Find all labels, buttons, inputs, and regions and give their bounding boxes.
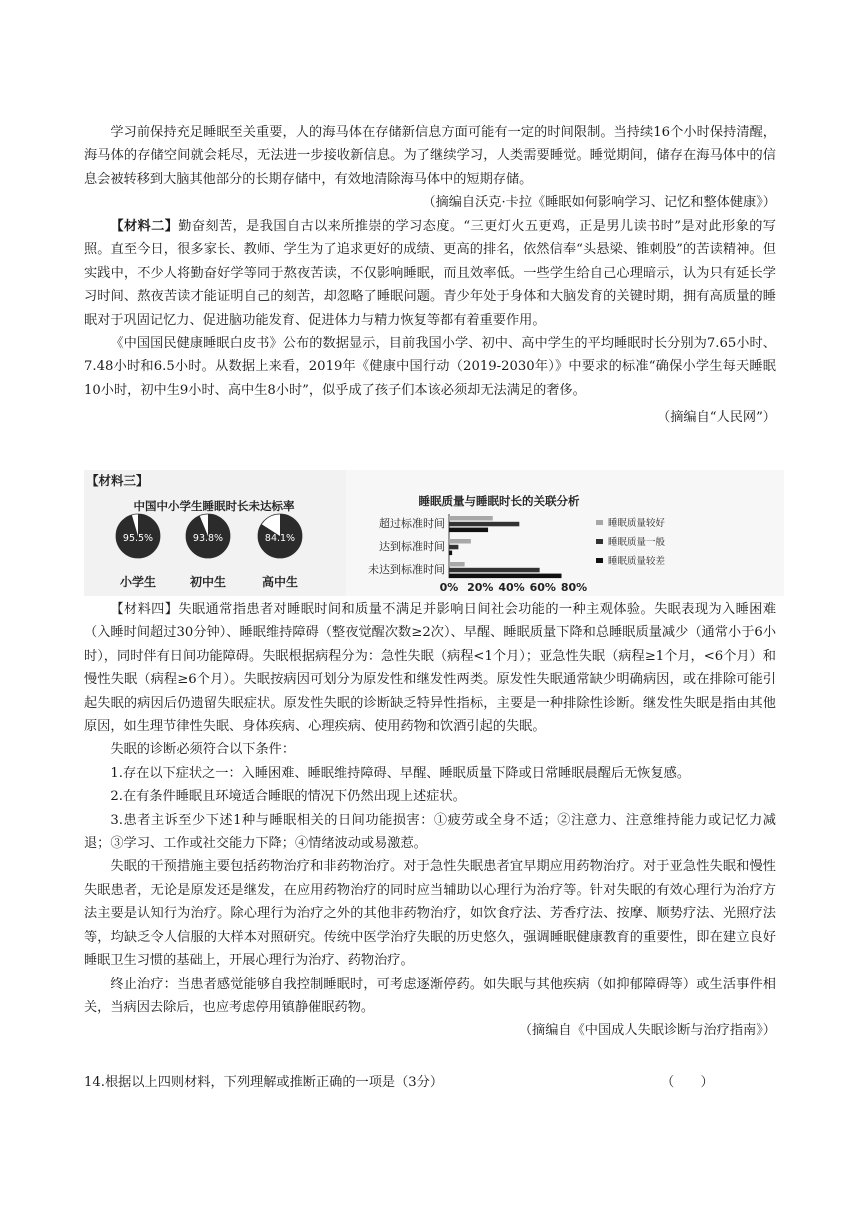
material2-label: 【材料二】 — [110, 219, 179, 234]
pie-group — [116, 514, 302, 589]
legend-label-0: 睡眠质量较好 — [608, 518, 666, 529]
material4-paragraph-1-text: 失眠通常指患者对睡眠时间和质量不满足并影响日间社会功能的一种主观体验。失眠表现为入睡困难（入睡时间超过30分钟）、睡眠维持障碍（整夜觉醒次数≥2次）、早醒、睡眠质量下降和总睡眠质量减少（通常小于6小时），同时伴有日间功能障碍。失眠根据病程分为：急性失眠（病程<1个月）；亚急性失眠（病程≥1个月，<6个月）和慢性失眠（病程≥6个月）。失眠按病因可划分为原发性和继发性两类。原发性失眠通常缺少明确病因，或在排除可能引起失眠的病因后仍遗留失眠症状。原发性失眠的诊断缺乏特异性指标，主要是一种排除性诊断。继发性失眠是指由其他原因，如生理节律性失眠、身体疾病、心理疾病、使用药物和饮酒引起的失眠。 — [84, 602, 777, 735]
bar-x-tick-1: 20% — [467, 581, 494, 594]
material4-paragraph-1 — [84, 598, 776, 738]
bar-x-tick-3: 60% — [529, 581, 556, 594]
criterion-1: 1.存在以下症状之一：入睡困难、睡眠维持障碍、早醒、睡眠质量下降或日常睡眠晨醒后无恢复感。 — [110, 765, 691, 781]
criterion-2: 2.在有条件睡眠且环境适合睡眠的情况下仍然出现上述症状。 — [110, 789, 466, 805]
bar-category-label-1: 达到标准时间 — [379, 540, 445, 553]
pie-category-label-1: 初中生 — [189, 575, 227, 589]
legend-swatch-0 — [596, 520, 603, 525]
bar-x-tick-2: 40% — [498, 581, 525, 594]
bar-1-1 — [449, 545, 458, 550]
material2-paragraph-1 — [84, 215, 776, 332]
material4-section — [84, 598, 776, 1043]
material2-paragraph-2: 《中国国民健康睡眠白皮书》公布的数据显示，目前我国小学、初中、高中学生的平均睡眠时长分别为7.65小时、7.48小时和6.5小时。从数据上来看，2019年《健康中国行动（2019-2030年）》中要求的标准“确保小学生每天睡眠10小时，初中生9小时、高中生8小时”，似乎成了孩子们本该必须却无法满足的奢侈。 — [84, 336, 776, 398]
material1-paragraph: 学习前保持充足睡眠至关重要，人的海马体在存储新信息方面可能有一定的时间限制。当持续16个小时保持清醒，海马体的存储空间就会耗尽，无法进一步接收新信息。为了继续学习，人类需要睡觉。睡觉期间，储存在海马体中的信息会被转移到大脑其他部分的长期存储中，有效地清除海马体中的短期存储。 — [84, 125, 776, 187]
pie-category-label-0: 小学生 — [119, 575, 157, 589]
bar-x-tick-4: 80% — [560, 581, 588, 594]
material3-label: 【材料三】 — [86, 473, 149, 488]
pie-value-label-1: 93.8% — [192, 533, 224, 544]
question-14 — [84, 1072, 784, 1094]
material2-paragraph-1-text: 勤奋刻苦，是我国自古以来所推崇的学习态度。“三更灯火五更鸡，正是男儿读书时”是对此形象的写照。直至今日，很多家长、教师、学生为了追求更好的成绩、更高的排名，依然信奉“头悬梁、锥刺股”的苦读精神。但实践中，不少人将勤奋好学等同于熬夜苦读，不仅影响睡眠，而且效率低。一些学生给自己心理暗示，认为只有延长学习时间、熬夜苦读才能证明自己的刻苦，却忽略了睡眠问题。青少年处于身体和大脑发育的关键时期，拥有高质量的睡眠对于巩固记忆力、促进脑功能发育、促进体力与精力恢复等都有着重要作用。 — [84, 219, 776, 328]
pie-value-label-2: 84.1% — [264, 533, 296, 544]
answer-paren: （ ） — [661, 1075, 714, 1090]
bar-0-1 — [449, 522, 519, 527]
legend-label-2: 睡眠质量较差 — [608, 556, 666, 567]
bar-2-2 — [449, 574, 562, 579]
bar-2-0 — [449, 562, 465, 567]
question-text: 14.根据以上四则材料，下列理解或推断正确的一项是（3分） — [84, 1075, 444, 1090]
material1-source: （摘编自沃克·卡拉《睡眠如何影响学习、记忆和整体健康》） — [422, 195, 776, 211]
bar-2-1 — [449, 568, 540, 573]
material4-paragraph-3: 失眠的干预措施主要包括药物治疗和非药物治疗。对于急性失眠患者宜早期应用药物治疗。对于亚急性失眠和慢性失眠患者，无论是原发还是继发，在应用药物治疗的同时应当辅助以心理行为治疗等。针对失眠的有效心理行为治疗方法主要是认知行为治疗。除心理行为治疗之外的其他非药物治疗，如饮食疗法、芳香疗法、按摩、顺势疗法、光照疗法等，均缺乏令人信服的大样本对照研究。传统中医学治疗失眠的历史悠久，强调睡眠健康教育的重要性，即在建立良好睡眠卫生习惯的基础上，开展心理行为治疗、药物治疗。 — [84, 859, 776, 969]
legend-label-1: 睡眠质量一般 — [608, 537, 666, 548]
material4-paragraph-2: 失眠的诊断必须符合以下条件： — [110, 742, 296, 758]
bar-chart-title: 睡眠质量与睡眠时长的关联分析 — [418, 494, 580, 508]
bar-1-2 — [449, 551, 452, 556]
bar-x-tick-0: 0% — [439, 581, 459, 594]
material3-charts — [84, 470, 784, 596]
pie-category-label-2: 高中生 — [261, 575, 299, 589]
criterion-3: 3.患者主诉至少下述1种与睡眠相关的日间功能损害：①疲劳或全身不适；②注意力、注意维持能力或记忆力减退；③学习、工作或社交能力下降；④情绪波动或易激惹。 — [84, 812, 776, 852]
material1-section — [84, 121, 776, 215]
legend-swatch-1 — [596, 539, 603, 544]
bar-0-0 — [449, 516, 493, 521]
pie-chart-title: 中国中小学生睡眠时长未达标率 — [133, 499, 295, 513]
bar-1-0 — [449, 539, 471, 544]
legend-swatch-2 — [596, 558, 603, 563]
material2-source: （摘编自“人民网”） — [657, 410, 776, 426]
bar-category-label-2: 未达到标准时间 — [368, 563, 445, 576]
material4-paragraph-4: 终止治疗：当患者感觉能够自我控制睡眠时，可考虑逐渐停药。如失眠与其他疾病（如抑郁障碍等）或生活事件相关，当病因去除后，也应考虑停用镇静催眠药物。 — [84, 976, 776, 1015]
material3-chart-svg — [84, 470, 784, 596]
bar-panel-bg — [346, 470, 784, 596]
material4-label: 【材料四】 — [110, 602, 179, 617]
pie-value-label-0: 95.5% — [122, 533, 154, 544]
material4-source: （摘编自《中国成人失眠诊断与治疗指南》） — [518, 1023, 776, 1039]
material2-section — [84, 215, 776, 430]
bar-category-label-0: 超过标准时间 — [379, 517, 445, 530]
bar-0-2 — [449, 528, 488, 533]
